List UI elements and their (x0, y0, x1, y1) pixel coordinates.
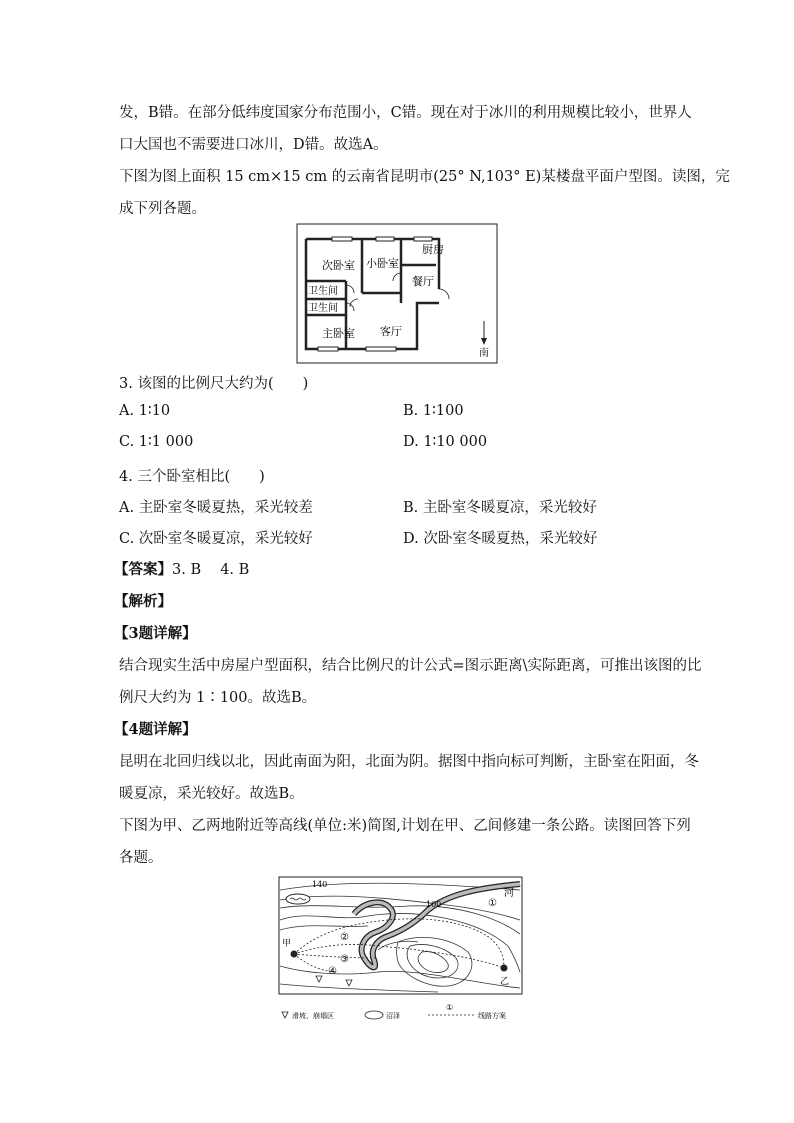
room-label-weishengjian1: 卫生间 (308, 286, 338, 297)
text-line: 成下列各题。 (119, 201, 206, 217)
swamp-icon (365, 1011, 383, 1019)
place-label-yi: 乙 (500, 977, 510, 987)
river-label: 河 (504, 888, 514, 899)
contour-label-100: 100 (426, 900, 442, 909)
point-yi-icon (501, 965, 508, 972)
q4-option-c: C. 次卧室冬暖夏凉，采光较好 (119, 531, 313, 547)
legend (282, 1003, 506, 1020)
route-label-2: ② (340, 932, 349, 943)
q4-option-d: D. 次卧室冬暖夏热，采光较好 (403, 531, 598, 547)
q3-detail-head: 【3题详解】 (114, 625, 197, 642)
swamp-icon (286, 894, 310, 904)
route-label-1: ① (488, 898, 497, 909)
question-4-stem: 4. 三个卧室相比( ) (119, 469, 265, 485)
analysis-label: 【解析】 (114, 593, 172, 610)
room-label-xiaowoshi: 小卧室 (366, 257, 399, 270)
room-label-canting: 餐厅 (412, 275, 434, 288)
legend-landslide: 滑坡、崩塌区 (292, 1012, 334, 1020)
contour-label-140: 140 (312, 880, 328, 889)
room-label-chufang: 厨房 (422, 243, 444, 256)
direction-label: 南 (479, 348, 489, 359)
q3-option-a: A. 1∶10 (119, 403, 171, 419)
q3-detail-body: 结合现实生活中房屋户型面积，结合比例尺的计公式=图示距离\实际距离，可推出该图的比 (119, 658, 702, 674)
room-label-ciwoshi: 次卧室 (322, 259, 355, 272)
legend-route: 线路方案 (478, 1012, 506, 1020)
q4-detail-body: 暖夏凉，采光较好。故选B。 (119, 786, 304, 802)
text-line: 下图为图上面积 15 cm×15 cm 的云南省昆明市(25° N,103° E)某楼盘平面户型图。读图，完 (119, 169, 730, 185)
room-label-keting: 客厅 (380, 325, 402, 338)
question-3-stem: 3. 该图的比例尺大约为( ) (119, 376, 309, 392)
room-label-weishengjian2: 卫生间 (308, 303, 338, 314)
q3-option-b: B. 1∶100 (403, 403, 464, 419)
text-line: 发，B错。在部分低纬度国家分布范围小，C错。现在对于冰川的利用规模比较小，世界人 (119, 105, 692, 121)
q4-option-a: A. 主卧室冬暖夏热，采光较差 (119, 500, 313, 516)
legend-swamp: 沼泽 (386, 1012, 400, 1020)
q4-option-b: B. 主卧室冬暖夏凉，采光较好 (403, 500, 597, 516)
text-line: 下图为甲、乙两地附近等高线(单位:米)简图,计划在甲、乙间修建一条公路。读图回答下列 (119, 818, 691, 834)
text-line: 口大国也不需要进口冰川，D错。故选A。 (119, 137, 388, 153)
floorplan-figure (296, 223, 498, 364)
point-jia-icon (291, 951, 298, 958)
q3-detail-body: 例尺大约为 1∶100。故选B。 (119, 690, 317, 706)
contour-map-figure (278, 876, 523, 1026)
answer-label: 【答案】 (114, 561, 172, 578)
answer-value: 3. B 4. B (172, 562, 250, 578)
landslide-icon (282, 1012, 288, 1018)
q3-option-d: D. 1∶10 000 (403, 434, 488, 450)
q4-detail-head: 【4题详解】 (114, 721, 197, 738)
room-label-zhuwoshi: 主卧室 (322, 327, 355, 340)
q3-option-c: C. 1∶1 000 (119, 434, 194, 450)
route-label-3: ③ (340, 954, 349, 965)
place-label-jia: 甲 (282, 939, 292, 949)
legend-route-number: ① (446, 1003, 454, 1012)
q4-detail-body: 昆明在北回归线以北，因此南面为阳，北面为阴。据图中指向标可判断，主卧室在阳面，冬 (119, 754, 699, 770)
text-line: 各题。 (119, 850, 163, 866)
route-label-4: ④ (328, 966, 337, 977)
answer-line (114, 558, 249, 579)
